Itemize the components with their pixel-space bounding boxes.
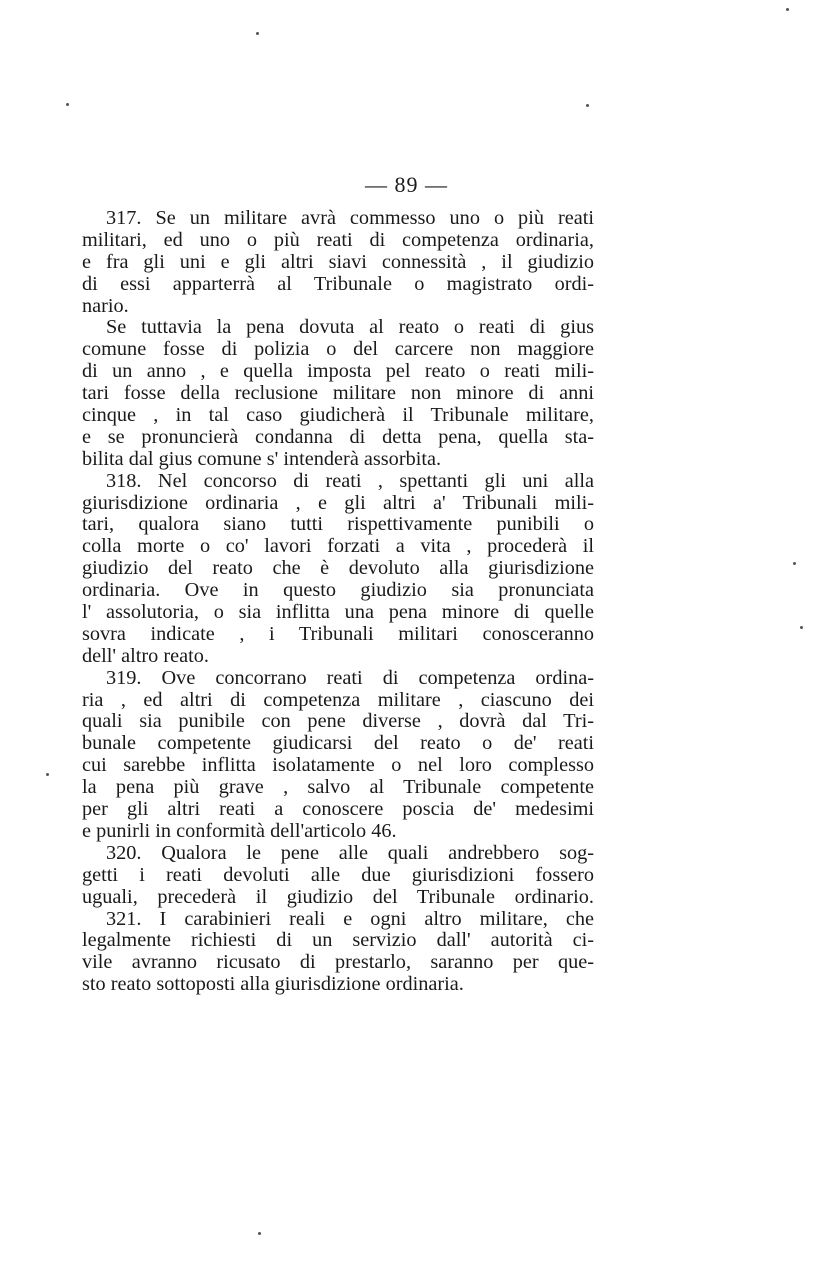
speck	[786, 8, 789, 11]
text-line: nario.	[82, 294, 129, 317]
text-line: sto reato sottoposti alla giurisdizione ordinaria.	[82, 973, 464, 996]
text-line: tari fosse della reclusione militare non minore di anni	[82, 382, 594, 405]
speck	[800, 626, 803, 629]
text-line: dell' altro reato.	[82, 644, 209, 667]
text-line: cinque , in tal caso giudicherà il Tribunale militare,	[82, 404, 594, 427]
speck	[586, 104, 589, 107]
text-line: getti i reati devoluti alle due giurisdizioni fossero	[82, 863, 594, 886]
text-line: militari, ed uno o più reati di competenza ordinaria,	[82, 228, 594, 251]
text-line: quali sia punibile con pene diverse , dovrà dal Tri-	[82, 710, 594, 733]
text-line: sovra indicate , i Tribunali militari conosceranno	[82, 622, 594, 645]
text-line: l' assolutoria, o sia inflitta una pena minore di quelle	[82, 601, 594, 624]
text-line: bunale competente giudicarsi del reato o de' reati	[82, 732, 594, 755]
text-line: comune fosse di polizia o del carcere non maggiore	[82, 338, 594, 361]
speck	[256, 32, 259, 35]
text-line: di essi apparterrà al Tribunale o magistrato ordi-	[82, 272, 594, 295]
text-line: giudizio del reato che è devoluto alla giurisdizione	[82, 557, 594, 580]
text-line: ria , ed altri di competenza militare , ciascuno dei	[82, 688, 594, 711]
text-line: la pena più grave , salvo al Tribunale competente	[82, 776, 594, 799]
speck	[793, 562, 796, 565]
text-line: tari, qualora siano tutti rispettivamente punibili o	[82, 513, 594, 536]
text-line: e punirli in conformità dell'articolo 46.	[82, 819, 397, 842]
text-line: e se pronuncierà condanna di detta pena, quella sta-	[82, 425, 594, 448]
text-line: uguali, precederà il giudizio del Tribunale ordinario.	[82, 885, 594, 908]
text-line: 320. Qualora le pene alle quali andrebbero sog-	[106, 841, 594, 864]
text-line: 318. Nel concorso di reati , spettanti gli uni alla	[106, 469, 594, 492]
speck	[258, 1232, 261, 1235]
text-line: vile avranno ricusato di prestarlo, saranno per que-	[82, 951, 594, 974]
text-line: 321. I carabinieri reali e ogni altro militare, che	[106, 907, 594, 930]
text-line: per gli altri reati a conoscere poscia de' medesimi	[82, 798, 594, 821]
text-line: Se tuttavia la pena dovuta al reato o reati di gius	[106, 316, 594, 339]
speck	[46, 773, 49, 776]
text-line: giurisdizione ordinaria , e gli altri a' Tribunali mili-	[82, 491, 594, 514]
text-line: bilita dal gius comune s' intenderà assorbita.	[82, 447, 442, 470]
text-line: colla morte o co' lavori forzati a vita , procederà il	[82, 535, 594, 558]
body-text	[82, 208, 594, 996]
page-number: — 89 —	[365, 172, 448, 197]
text-line: ordinaria. Ove in questo giudizio sia pronunciata	[82, 579, 594, 602]
text-line: 319. Ove concorrano reati di competenza ordina-	[106, 666, 594, 689]
text-line: di un anno , e quella imposta pel reato o reati mili-	[82, 360, 594, 383]
text-line: cui sarebbe inflitta isolatamente o nel loro complesso	[82, 754, 594, 777]
speck	[66, 103, 69, 106]
text-line: e fra gli uni e gli altri siavi connessità , il giudizio	[82, 250, 594, 273]
text-line: legalmente richiesti di un servizio dall' autorità ci-	[82, 929, 594, 952]
text-line: 317. Se un militare avrà commesso uno o più reati	[106, 207, 594, 229]
